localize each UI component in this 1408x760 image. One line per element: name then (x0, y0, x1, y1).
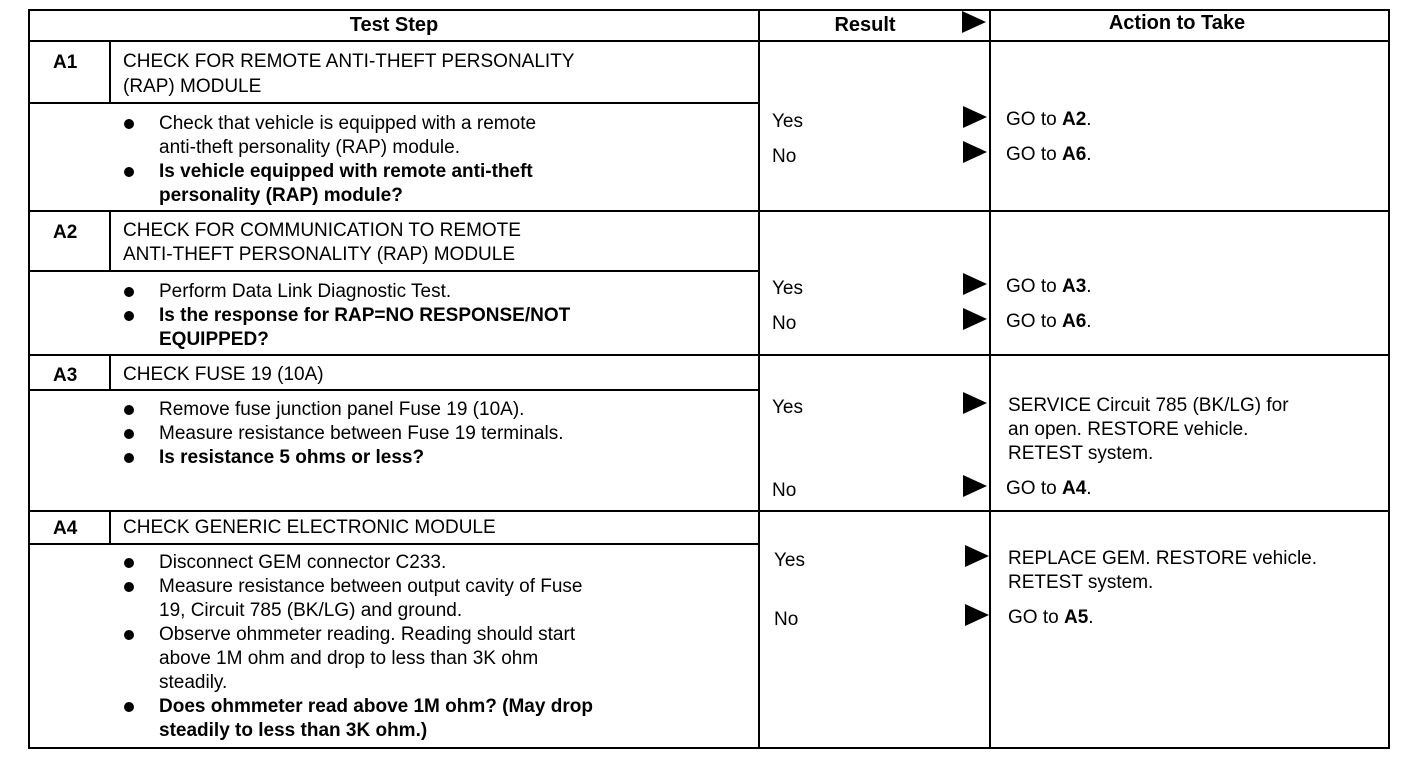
row-divider-a2 (28, 210, 1390, 212)
action-a3-yes-line2: an open. RESTORE vehicle. (1008, 419, 1249, 440)
bullet-item (121, 280, 570, 304)
arrow-icon (963, 392, 987, 414)
action-suffix: . (1088, 607, 1094, 628)
id-divider-a1 (109, 40, 111, 104)
bullet-line: Is vehicle equipped with remote anti-theft (159, 161, 533, 182)
action-a2-no (1006, 310, 1092, 334)
action-ref: A6 (1061, 311, 1087, 332)
bullet-item (121, 160, 536, 208)
step-title-a2-line1: CHECK FOR COMMUNICATION TO REMOTE (123, 220, 521, 241)
bullet-item (121, 551, 593, 575)
result-label-a3-no: No (772, 480, 797, 501)
row-divider-a4 (28, 510, 1390, 512)
bullet-line: personality (RAP) module? (159, 185, 403, 206)
arrow-icon (963, 308, 987, 330)
bullet-line: Is resistance 5 ohms or less? (159, 447, 425, 468)
bullet-line: above 1M ohm and drop to less than 3K ohm (159, 648, 539, 669)
column-divider-action (989, 9, 991, 749)
action-ref: A6 (1061, 144, 1087, 165)
result-label-a4-yes: Yes (774, 550, 805, 571)
bullet-item (121, 398, 563, 422)
result-label-a1-no: No (772, 146, 797, 167)
title-divider-a4 (28, 543, 759, 545)
bullet-line: anti-theft personality (RAP) module. (159, 137, 460, 158)
bullet-line: Perform Data Link Diagnostic Test. (159, 281, 452, 302)
step-id-a3: A3 (53, 365, 78, 386)
header-result: Result (834, 14, 896, 36)
bullet-line: Measure resistance between Fuse 19 terminals. (159, 423, 564, 444)
action-text: GO to (1006, 311, 1062, 332)
result-label-a2-yes: Yes (772, 278, 803, 299)
arrow-icon (965, 545, 989, 567)
id-divider-a2 (109, 210, 111, 272)
bullet-item (121, 422, 563, 446)
action-a4-yes-line1: REPLACE GEM. RESTORE vehicle. (1008, 548, 1318, 569)
header-divider (28, 40, 1390, 42)
arrow-icon (963, 141, 987, 163)
action-text: GO to (1006, 144, 1062, 165)
bullet-line: Check that vehicle is equipped with a remote (159, 113, 537, 134)
step-bullets-a1 (121, 112, 536, 208)
bullet-item (121, 623, 593, 695)
step-title-a3: CHECK FUSE 19 (10A) (123, 364, 324, 385)
result-label-a4-no: No (774, 609, 799, 630)
table-border-bottom (28, 747, 1390, 749)
action-suffix: . (1086, 311, 1092, 332)
arrow-icon (963, 106, 987, 128)
step-id-a4: A4 (53, 518, 78, 539)
step-title-a1-line2: (RAP) MODULE (123, 76, 262, 97)
bullet-line: EQUIPPED? (159, 329, 269, 350)
action-a4-yes-line2: RETEST system. (1008, 572, 1154, 593)
result-label-a1-yes: Yes (772, 111, 803, 132)
column-divider-result (758, 9, 760, 749)
bullet-line: Is the response for RAP=NO RESPONSE/NOT (159, 305, 571, 326)
bullet-item (121, 575, 593, 623)
step-id-a2: A2 (53, 222, 78, 243)
result-label-a2-no: No (772, 313, 797, 334)
header-test-step: Test Step (349, 14, 439, 36)
action-a2-yes (1006, 275, 1092, 299)
action-ref: A2 (1061, 109, 1087, 130)
header-action: Action to Take (1108, 12, 1246, 34)
bullet-line: 19, Circuit 785 (BK/LG) and ground. (159, 600, 463, 621)
arrow-icon (963, 475, 987, 497)
step-bullets-a3 (121, 398, 563, 470)
bullet-item (121, 446, 563, 470)
action-text: GO to (1006, 109, 1062, 130)
action-a3-no (1006, 477, 1092, 501)
bullet-line: Observe ohmmeter reading. Reading should start (159, 624, 576, 645)
action-ref: A4 (1061, 478, 1087, 499)
step-title-a4: CHECK GENERIC ELECTRONIC MODULE (123, 517, 496, 538)
step-bullets-a2 (121, 280, 570, 352)
bullet-line: Does ohmmeter read above 1M ohm? (May drop (159, 696, 593, 717)
bullet-item (121, 304, 570, 352)
arrow-icon (965, 604, 989, 626)
id-divider-a3 (109, 354, 111, 391)
result-label-a3-yes: Yes (772, 397, 803, 418)
action-a1-no (1006, 143, 1092, 167)
title-divider-a2 (28, 270, 759, 272)
table-border-left (28, 9, 30, 749)
step-bullets-a4 (121, 551, 593, 743)
action-a3-yes-line3: RETEST system. (1008, 443, 1154, 464)
header-arrow-icon (962, 11, 986, 33)
action-ref: A3 (1061, 276, 1087, 297)
action-text: GO to (1006, 276, 1062, 297)
bullet-line: steadily. (159, 672, 228, 693)
action-suffix: . (1086, 109, 1092, 130)
action-text: GO to (1006, 478, 1062, 499)
title-divider-a1 (28, 102, 759, 104)
title-divider-a3 (28, 389, 759, 391)
action-suffix: . (1086, 276, 1092, 297)
action-a3-yes-line1: SERVICE Circuit 785 (BK/LG) for (1008, 395, 1289, 416)
table-border-right (1388, 9, 1390, 749)
step-title-a1-line1: CHECK FOR REMOTE ANTI-THEFT PERSONALITY (123, 51, 575, 72)
bullet-line: Measure resistance between output cavity of Fuse (159, 576, 583, 597)
bullet-item (121, 695, 593, 743)
action-a4-no (1008, 606, 1094, 630)
step-title-a2-line2: ANTI-THEFT PERSONALITY (RAP) MODULE (123, 244, 516, 265)
step-id-a1: A1 (53, 52, 78, 73)
action-suffix: . (1086, 478, 1092, 499)
action-text: GO to (1008, 607, 1064, 628)
bullet-line: steadily to less than 3K ohm.) (159, 720, 428, 741)
bullet-item (121, 112, 536, 160)
action-ref: A5 (1063, 607, 1089, 628)
bullet-line: Disconnect GEM connector C233. (159, 552, 447, 573)
row-divider-a3 (28, 354, 1390, 356)
id-divider-a4 (109, 510, 111, 545)
bullet-line: Remove fuse junction panel Fuse 19 (10A). (159, 399, 525, 420)
action-a1-yes (1006, 108, 1092, 132)
arrow-icon (963, 273, 987, 295)
action-suffix: . (1086, 144, 1092, 165)
